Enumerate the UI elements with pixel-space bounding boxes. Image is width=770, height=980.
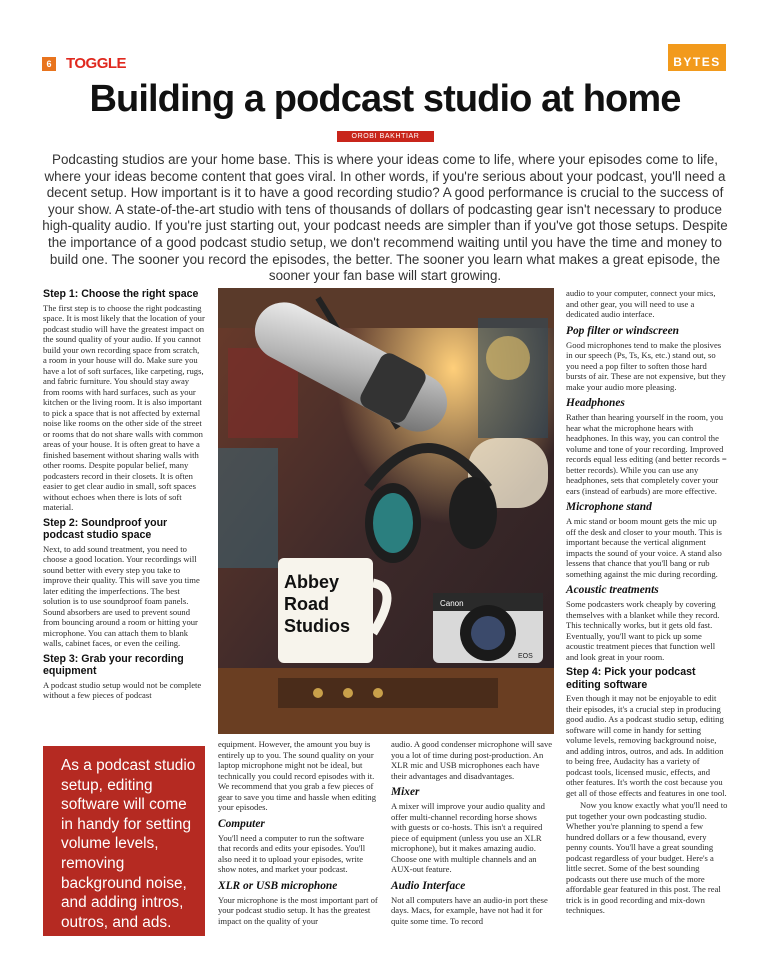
- equipment-body: equipment. However, the amount you buy is entirely up to you. The sound quality on your laptop microphone might not be ideal, but technically you could record episodes with it. We recommend that you grab a few pieces of gear to save you time and hassle when editing your episodes.: [218, 739, 376, 812]
- step4-body: Even though it may not be enjoyable to edit their episodes, it's a crucial step in producing good audio. As a podcast studio setup, editing software will come in handy for setting volume levels, removing background noise, and adding intros, outros, and ads. In addition to being free, Audacity has a variety of podcast tools, licensed music, effects, and other features. It's worth the cost because you get all of those effects and features in one tool.: [566, 693, 727, 798]
- step1-body: The first step is to choose the right podcasting space. It is most likely that the location of your podcast studio will have the greatest impact on the sound quality of your audio. If you cannot build your own recording space from scratch, a room in your house will do. Make sure you have a lot of soft surfaces, like carpeting, rugs, and fabric furniture. You should stay away from rooms with hard surfaces, such as your kitchen or the living room. It is also important to pick a space that is not affected by external noise like rooms on the other side of the street or rooms that do not share walls with common areas of your house. It is often great to have a finished basement without sharing walls with other rooms. Despite popular belief, many podcasters record in their closets. It is often easier to get clear audio in small, soft spaces without echoes when there is lots of soft material.: [43, 302, 205, 512]
- article-title: Building a podcast studio at home: [89, 78, 681, 120]
- abbey-road-mug: [278, 558, 387, 663]
- camera-icon: [433, 593, 543, 663]
- xlr-heading: XLR or USB microphone: [218, 879, 338, 892]
- xlr-body: Your microphone is the most important part of your podcast studio setup. It has the greatest impact on the quality of your: [218, 894, 378, 926]
- closing-body: Now you know exactly what you'll need to put together your own podcasting studio. Whether you're planning to spend a few hundred dollars or a few thousand, every penny counts. You'll have a great sounding podcast regardless of your budget. Here's a little secret. Some of the best sounding podcasts out there use much of the more affordable gear featured in this post. The real trick is in good recording and mix-down techniques.: [566, 800, 728, 915]
- pop-filter-heading: Pop filter or windscreen: [566, 324, 679, 337]
- step3-body: A podcast studio setup would not be complete without a few pieces of podcast: [43, 679, 202, 700]
- step4-heading: Step 4: Pick your podcast editing software: [566, 666, 696, 691]
- svg-text:Canon: Canon: [440, 599, 464, 608]
- column-4: [566, 288, 728, 918]
- computer-body: You'll need a computer to run the software that records and edits your episodes. You'll also need it to upload your episodes, write show notes, and market your podcast.: [218, 832, 366, 874]
- mixer-body: A mixer will improve your audio quality and offer multi-channel recording horse shows with guests or co-hosts. This isn't a required piece of equipment (unless you use an XLR microphone), but it makes amazing audio. Choose one with multiple channels and an AUX-out feature.: [391, 801, 545, 874]
- computer-heading: Computer: [218, 817, 265, 830]
- column-2: [218, 739, 379, 928]
- step3-heading: Step 3: Grab your recording equipment: [43, 652, 184, 677]
- step2-heading: Step 2: Soundproof your podcast studio space: [43, 516, 168, 541]
- svg-text:Road: Road: [284, 594, 329, 614]
- pull-quote: As a podcast studio setup, editing software will come in handy for setting volume levels, removing background noise, and adding intros, outros, and ads.: [43, 746, 205, 936]
- section-label: TOGGLE: [66, 55, 127, 72]
- byline: OROBI BAKHTIAR: [337, 131, 434, 142]
- headphones-heading: Headphones: [566, 397, 625, 409]
- interface-heading: Audio Interface: [391, 879, 466, 892]
- page-number: 6: [42, 57, 56, 71]
- studio-photo: [218, 288, 554, 734]
- intro-paragraph: Podcasting studios are your home base. This is where your ideas come to life, where your episodes come to life, where your ideas become content that goes viral. In other words, if you're serious about your podcast, you'll need a decent setup. How important is it to have a good recording studio? A good performance is crucial to the success of your show. A state-of-the-art studio with tens of thousands of dollars of podcasting gear isn't necessary to produce high-quality audio. If you're just starting out, your podcast needs are simpler than if you've got those setups. Despite the importance of a good podcast studio setup, we don't recommend waiting until you have the time and money to build one. The sooner you record the episodes, the better. The sooner you learn what makes a great episode, the sooner your fan base will start growing.: [42, 152, 728, 284]
- studio-illustration: [218, 288, 554, 734]
- column-3: [391, 739, 554, 928]
- headphones-body: Rather than hearing yourself in the room, you hear what the microphone hears with headphones. In this way, you can control the volume and tone of your recording. Improved records equal less editing (and better records = better records). While you can use any headphones, sets that completely cover your ears (instead of earbuds) are more effective.: [566, 412, 727, 496]
- mic-stand-heading: Microphone stand: [566, 501, 652, 513]
- mic-stand-body: A mic stand or boom mount gets the mic up off the desk and closer to your mouth. This is important because the vertical alignment impacts the sound of your voice. A stand also lessens that chance that you'll bang or rub something against the mic during recording.: [566, 516, 722, 579]
- acoustic-heading: Acoustic treatments: [566, 584, 659, 596]
- svg-text:Studios: Studios: [284, 616, 350, 636]
- column-1: [43, 288, 205, 703]
- interface-body-cont: audio to your computer, connect your mics, and other gear, you will need to use a dedicated audio interface.: [566, 288, 716, 319]
- svg-text:EOS: EOS: [518, 653, 533, 660]
- section-tag: BYTES: [668, 44, 726, 71]
- interface-body: Not all computers have an audio-in port these days. Macs, for example, have not had it for quite some time. To record: [391, 894, 548, 926]
- pop-filter-body: Good microphones tend to make the plosives in our speech (Ps, Ts, Ks, etc.) stand out, so you need a pop filter to soften those hard bursts of air. These are not expensive, but they make your audio more pleasing.: [566, 339, 726, 392]
- svg-text:Abbey: Abbey: [284, 572, 340, 592]
- mixer-heading: Mixer: [391, 786, 420, 798]
- microphone-body-cont: audio. A good condenser microphone will save you a lot of time during post-production. An XLR mic and USB microphones each have their advantages and disadvantages.: [391, 739, 553, 781]
- acoustic-body: Some podcasters work cheaply by covering themselves with a blanket while they record. This technically works, but it gets old fast. Eventually, you'll want to pick up some acoustic treatment pieces that function well and look great in your room.: [566, 599, 720, 662]
- step1-heading: Step 1: Choose the right space: [43, 288, 199, 300]
- step2-body: Next, to add sound treatment, you need to choose a good location. Your recordings will sound better with every step you take to improve their quality. This will save you time later editing the imperfections. The best solution is to use soundproof foam panels. Sound absorbers are used to prevent sound from bouncing around a room or hitting your microphone. You can attach them to blank walls, cabinet faces, or even the ceiling.: [43, 543, 200, 648]
